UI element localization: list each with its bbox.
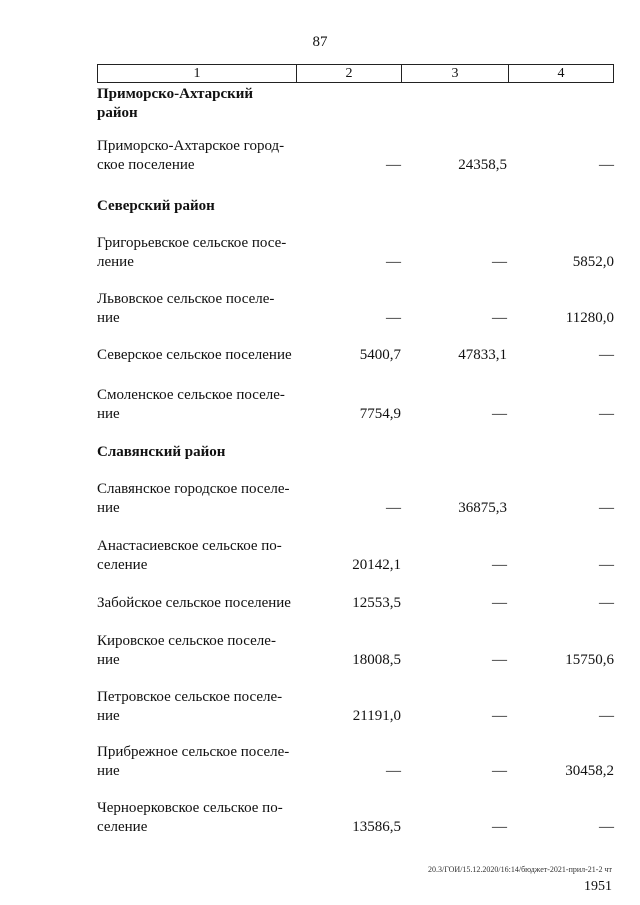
table-row xyxy=(0,741,640,781)
value-col2: — xyxy=(386,157,401,173)
value-col4: — xyxy=(599,500,614,516)
column-header-2: 2 xyxy=(297,65,402,82)
table-row xyxy=(0,232,640,272)
table-row xyxy=(0,288,640,328)
value-col4: 11280,0 xyxy=(565,310,614,326)
value-col2: — xyxy=(386,254,401,270)
value-col2: 20142,1 xyxy=(352,557,401,573)
value-col4: 30458,2 xyxy=(565,763,614,779)
settlement-name: Смоленское сельское поселе- ние xyxy=(97,387,285,422)
value-col4: — xyxy=(599,347,614,363)
value-col2: — xyxy=(386,310,401,326)
value-col3: — xyxy=(492,708,507,724)
document-code: 20.3/ГОИ/15.12.2020/16:14/бюджет-2021-прил-21-2 чт xyxy=(427,865,612,874)
table-row xyxy=(0,535,640,575)
value-col4: — xyxy=(599,819,614,835)
value-col4: — xyxy=(599,595,614,611)
table-row xyxy=(0,573,640,613)
settlement-name: Приморско-Ахтарское город- ское поселение xyxy=(97,138,285,173)
value-col2: — xyxy=(386,500,401,516)
value-col3: — xyxy=(492,254,507,270)
value-col4: 5852,0 xyxy=(572,254,614,270)
value-col3: 47833,1 xyxy=(458,347,507,363)
value-col2: 7754,9 xyxy=(359,406,401,422)
settlement-name: Кировское сельское поселе- ние xyxy=(97,633,276,668)
value-col3: — xyxy=(492,595,507,611)
value-col4: — xyxy=(599,708,614,724)
value-col3: — xyxy=(492,763,507,779)
value-col3: — xyxy=(492,406,507,422)
settlement-name: Славянское городское поселе- ние xyxy=(97,481,290,516)
value-col2: — xyxy=(386,763,401,779)
column-header-1: 1 xyxy=(98,65,297,82)
value-col2: 18008,5 xyxy=(352,652,401,668)
value-col3: — xyxy=(492,310,507,326)
table-row xyxy=(0,384,640,424)
value-col3: — xyxy=(492,652,507,668)
settlement-name: Григорьевское сельское посе- ление xyxy=(97,235,287,270)
value-col4: — xyxy=(599,157,614,173)
value-col4: — xyxy=(599,557,614,573)
settlement-name: Черноерковское сельское по- селение xyxy=(97,800,283,835)
page-number: 87 xyxy=(312,34,328,50)
settlement-name: Северское сельское поселение xyxy=(97,347,292,363)
table-row xyxy=(0,135,640,175)
value-col3: — xyxy=(492,557,507,573)
region-heading: Славянский район xyxy=(97,444,226,460)
settlement-name: Анастасиевское сельское по- селение xyxy=(97,538,282,573)
region-heading: Северский район xyxy=(97,198,215,214)
column-header-4: 4 xyxy=(557,66,565,81)
settlement-name: Забойское сельское поселение xyxy=(97,595,291,611)
region-heading: Приморско-Ахтарский район xyxy=(97,86,254,121)
settlement-name: Львовское сельское поселе- ние xyxy=(97,291,275,326)
value-col2: 21191,0 xyxy=(352,708,401,724)
column-header-3: 3 xyxy=(402,65,509,82)
table-row xyxy=(0,686,640,726)
value-col3: 36875,3 xyxy=(458,500,507,516)
settlement-name: Прибрежное сельское поселе- ние xyxy=(97,744,290,779)
table-row xyxy=(0,630,640,670)
table-row xyxy=(0,478,640,518)
value-col2: 13586,5 xyxy=(352,819,401,835)
value-col2: 12553,5 xyxy=(352,595,401,611)
sheet-number: 1951 xyxy=(584,879,612,894)
settlement-name: Петровское сельское поселе- ние xyxy=(97,689,283,724)
value-col3: — xyxy=(492,819,507,835)
value-col4: 15750,6 xyxy=(565,652,614,668)
table-row xyxy=(0,325,640,365)
table-row xyxy=(0,797,640,837)
value-col4: — xyxy=(599,406,614,422)
value-col2: 5400,7 xyxy=(359,347,401,363)
value-col3: 24358,5 xyxy=(458,157,507,173)
